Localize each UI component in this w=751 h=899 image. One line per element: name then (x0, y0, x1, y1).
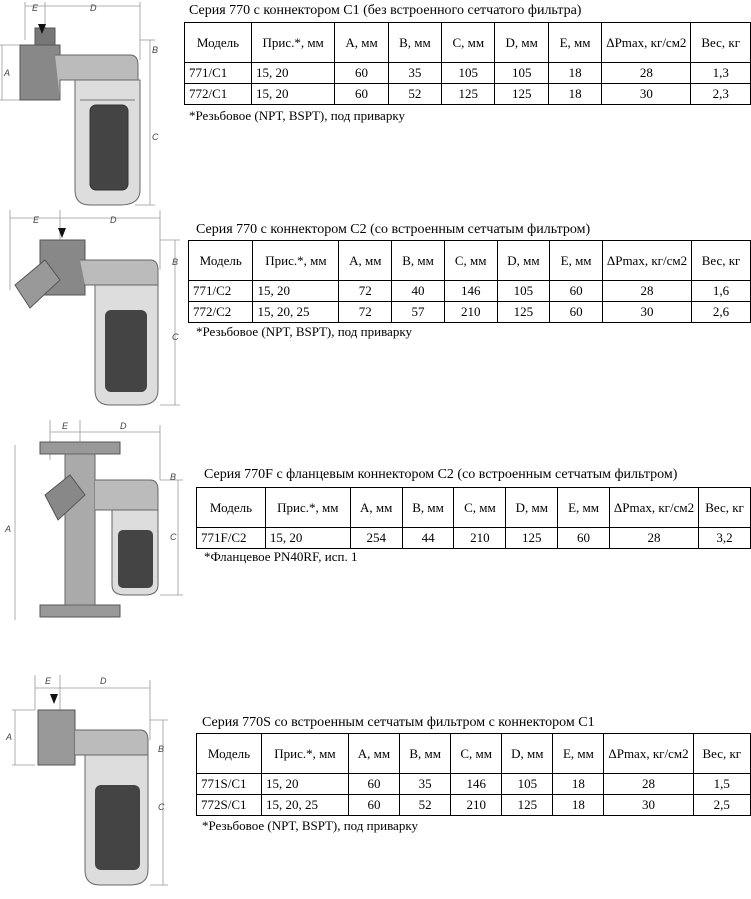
col-model: Модель (189, 241, 253, 281)
steam-trap-drawing-c1 (0, 0, 185, 215)
cell: 210 (444, 302, 497, 323)
steam-trap-drawing-770s (0, 670, 190, 895)
cell: 28 (604, 774, 693, 795)
cell: 40 (392, 281, 445, 302)
dim-e-label: E (62, 421, 69, 431)
table-row (189, 302, 751, 323)
cell: 28 (609, 528, 698, 549)
dim-c-label: C (152, 132, 159, 142)
col-model: Модель (197, 734, 262, 774)
cell: 105 (495, 63, 548, 84)
cell: 57 (392, 302, 445, 323)
dim-e-label: E (33, 215, 40, 225)
spec-table-1 (184, 22, 751, 105)
col-b: B, мм (402, 488, 454, 528)
col-e: E, мм (548, 23, 601, 63)
cell: 15, 20 (262, 774, 349, 795)
cell: 15, 20 (251, 63, 334, 84)
col-e: E, мм (553, 734, 604, 774)
col-e: E, мм (550, 241, 603, 281)
cell: 772/C2 (189, 302, 253, 323)
table-header-row (197, 734, 751, 774)
cell: 210 (451, 795, 502, 816)
cell: 2,5 (693, 795, 750, 816)
dim-a-label: A (6, 732, 13, 742)
col-model: Модель (185, 23, 252, 63)
col-weight: Вес, кг (699, 488, 751, 528)
cell: 60 (348, 795, 399, 816)
table-row (189, 281, 751, 302)
section-1-note: *Резьбовое (NPT, BSPT), под приварку (189, 108, 405, 123)
cell: 125 (497, 302, 550, 323)
table-row (185, 63, 751, 84)
section-4-title: Серия 770S со встроенным сетчатым фильтром с коннектором С1 (202, 715, 595, 730)
dim-e-label: E (45, 676, 52, 686)
col-b: B, мм (392, 241, 445, 281)
cell: 60 (335, 63, 388, 84)
col-weight: Вес, кг (693, 734, 750, 774)
dim-b-label: B (172, 257, 179, 267)
table-header-row (197, 488, 751, 528)
table-header-row (185, 23, 751, 63)
dim-b-label: B (158, 744, 165, 754)
cell: 60 (558, 528, 610, 549)
dim-b-label: B (170, 472, 177, 482)
col-e: E, мм (558, 488, 610, 528)
dim-c-label: C (172, 332, 179, 342)
steam-trap-drawing-770f (0, 420, 190, 630)
cell: 105 (442, 63, 495, 84)
col-a: A, мм (350, 488, 402, 528)
steam-trap-drawing-c2 (0, 210, 190, 410)
cell: 15, 20, 25 (253, 302, 339, 323)
col-d: D, мм (502, 734, 553, 774)
cell: 60 (550, 281, 603, 302)
col-b: B, мм (388, 23, 441, 63)
cell: 18 (553, 795, 604, 816)
dim-b-label: B (152, 45, 159, 55)
cell: 72 (339, 302, 392, 323)
cell: 146 (451, 774, 502, 795)
cell: 60 (335, 84, 388, 105)
spec-table-4 (196, 733, 751, 816)
cell: 771/C1 (185, 63, 252, 84)
cell: 771F/C2 (197, 528, 266, 549)
table-header-row (189, 241, 751, 281)
dim-d-label: D (90, 3, 97, 13)
col-c: C, мм (442, 23, 495, 63)
col-connection: Прис.*, мм (265, 488, 350, 528)
section-1-title: Серия 770 с коннектором С1 (без встроенного сетчатого фильтра) (189, 3, 582, 18)
dim-d-label: D (120, 421, 127, 431)
cell: 52 (388, 84, 441, 105)
col-dpmax: ΔPmax, кг/см2 (602, 23, 691, 63)
cell: 105 (497, 281, 550, 302)
cell: 1,3 (691, 63, 751, 84)
dim-c-label: C (170, 532, 177, 542)
cell: 125 (442, 84, 495, 105)
section-2-note: *Резьбовое (NPT, BSPT), под приварку (196, 324, 412, 339)
col-d: D, мм (495, 23, 548, 63)
dim-a-label: A (5, 524, 12, 534)
cell: 28 (602, 63, 691, 84)
col-dpmax: ΔPmax, кг/см2 (609, 488, 698, 528)
dim-d-label: D (110, 215, 117, 225)
col-c: C, мм (454, 488, 506, 528)
cell: 125 (502, 795, 553, 816)
table-row (197, 795, 751, 816)
spec-table-2 (188, 240, 751, 323)
col-d: D, мм (506, 488, 558, 528)
cell: 146 (444, 281, 497, 302)
cell: 771/C2 (189, 281, 253, 302)
dim-d-label: D (100, 676, 107, 686)
col-dpmax: ΔPmax, кг/см2 (602, 241, 691, 281)
cell: 2,3 (691, 84, 751, 105)
cell: 30 (604, 795, 693, 816)
col-c: C, мм (451, 734, 502, 774)
cell: 105 (502, 774, 553, 795)
dim-e-label: E (32, 3, 39, 13)
section-2-title: Серия 770 с коннектором С2 (со встроенным сетчатым фильтром) (196, 222, 591, 237)
cell: 210 (454, 528, 506, 549)
dim-a-label: A (4, 68, 11, 78)
cell: 60 (550, 302, 603, 323)
cell: 60 (348, 774, 399, 795)
spec-table-3 (196, 487, 751, 549)
col-model: Модель (197, 488, 266, 528)
col-a: A, мм (348, 734, 399, 774)
cell: 15, 20, 25 (262, 795, 349, 816)
col-weight: Вес, кг (692, 241, 751, 281)
cell: 254 (350, 528, 402, 549)
cell: 52 (400, 795, 451, 816)
cell: 35 (388, 63, 441, 84)
col-connection: Прис.*, мм (251, 23, 334, 63)
cell: 15, 20 (265, 528, 350, 549)
cell: 44 (402, 528, 454, 549)
cell: 35 (400, 774, 451, 795)
section-3-note: *Фланцевое PN40RF, исп. 1 (204, 549, 358, 564)
cell: 15, 20 (251, 84, 334, 105)
col-dpmax: ΔPmax, кг/см2 (604, 734, 693, 774)
section-4-note: *Резьбовое (NPT, BSPT), под приварку (202, 818, 418, 833)
cell: 771S/C1 (197, 774, 262, 795)
cell: 125 (506, 528, 558, 549)
cell: 72 (339, 281, 392, 302)
cell: 18 (548, 84, 601, 105)
table-row (197, 774, 751, 795)
col-weight: Вес, кг (691, 23, 751, 63)
table-row (197, 528, 751, 549)
cell: 125 (495, 84, 548, 105)
table-row (185, 84, 751, 105)
col-connection: Прис.*, мм (262, 734, 349, 774)
section-3-title: Серия 770F с фланцевым коннектором С2 (со встроенным сетчатым фильтром) (204, 467, 678, 482)
col-b: B, мм (400, 734, 451, 774)
col-a: A, мм (339, 241, 392, 281)
cell: 30 (602, 84, 691, 105)
cell: 18 (548, 63, 601, 84)
cell: 18 (553, 774, 604, 795)
col-d: D, мм (497, 241, 550, 281)
cell: 2,6 (692, 302, 751, 323)
col-connection: Прис.*, мм (253, 241, 339, 281)
cell: 30 (602, 302, 691, 323)
dim-c-label: C (158, 802, 165, 812)
cell: 3,2 (699, 528, 751, 549)
cell: 15, 20 (253, 281, 339, 302)
col-c: C, мм (444, 241, 497, 281)
cell: 1,6 (692, 281, 751, 302)
cell: 772S/C1 (197, 795, 262, 816)
cell: 1,5 (693, 774, 750, 795)
cell: 28 (602, 281, 691, 302)
cell: 772/C1 (185, 84, 252, 105)
col-a: A, мм (335, 23, 388, 63)
